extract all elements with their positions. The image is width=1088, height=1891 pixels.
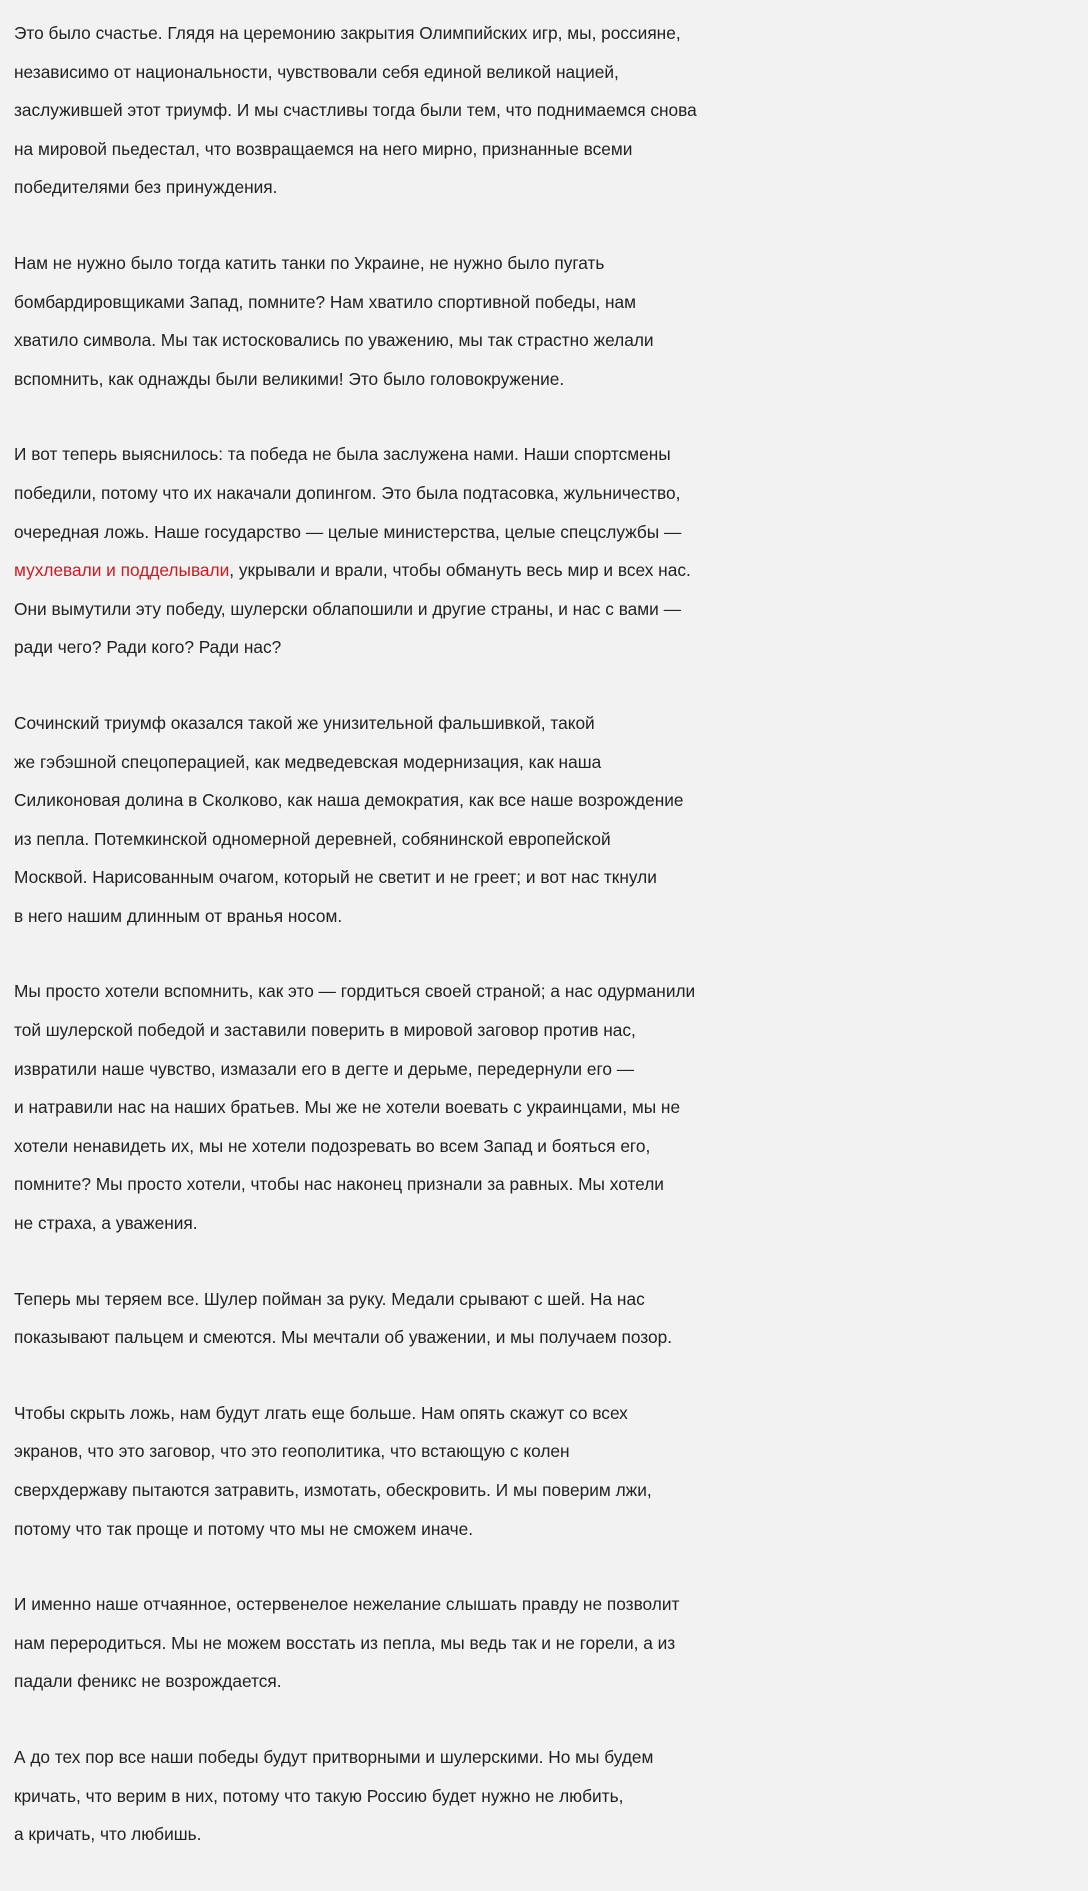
text-line: заслужившей этот триумф. И мы счастливы тогда были тем, что поднимаемся снова <box>14 100 697 121</box>
text-line: падали феникс не возрождается. <box>14 1671 282 1692</box>
inline-link[interactable]: мухлевали и подделывали <box>14 560 230 581</box>
text-line: А до тех пор все наши победы будут притворными и шулерскими. Но мы будем <box>14 1746 654 1767</box>
text-line: И именно наше отчаянное, остервенелое нежелание слышать правду не позволит <box>14 1594 680 1615</box>
text-line: победителями без принуждения. <box>14 177 278 198</box>
text-line: хватило символа. Мы так истосковались по уважению, мы так страстно желали <box>14 330 654 351</box>
text-line: Нам не нужно было тогда катить танки по Украине, не нужно было пугать <box>14 252 605 273</box>
text-line: экранов, что это заговор, что это геополитика, что встающую с колен <box>14 1441 570 1462</box>
text-line: Это было счастье. Глядя на церемонию закрытия Олимпийских игр, мы, россияне, <box>14 23 681 43</box>
paragraph <box>14 1280 1088 1357</box>
text-line: же гэбэшной спецоперацией, как медведевская модернизация, как наша <box>14 751 602 772</box>
paragraph <box>14 435 1088 667</box>
text-line: победили, потому что их накачали допингом. Это была подтасовка, жульничество, <box>14 482 681 503</box>
text-line: ради чего? Ради кого? Ради нас? <box>14 637 282 658</box>
text-line: бомбардировщиками Запад, помните? Нам хватило спортивной победы, нам <box>14 291 637 312</box>
text-line: Они вымутили эту победу, шулерски облапошили и другие страны, и нас с вами — <box>14 598 681 619</box>
text-line: потому что так проще и потому что мы не сможем иначе. <box>14 1518 474 1539</box>
text-line: нам переродиться. Мы не можем восстать из пепла, мы ведь так и не горели, а из <box>14 1632 676 1653</box>
text-line: показывают пальцем и смеются. Мы мечтали об уважении, и мы получаем позор. <box>14 1327 672 1348</box>
text-line: в него нашим длинным от вранья носом. <box>14 905 343 926</box>
text-line: Теперь мы теряем все. Шулер пойман за руку. Медали срывают с шей. На нас <box>14 1288 645 1309</box>
text-line: Москвой. Нарисованным очагом, который не светит и не греет; и вот нас ткнули <box>14 867 657 888</box>
paragraph <box>14 1394 1088 1548</box>
text-line: сверхдержаву пытаются затравить, измотать, обескровить. И мы поверим лжи, <box>14 1480 652 1500</box>
paragraph <box>14 1738 1088 1854</box>
text-line: извратили наше чувство, измазали его в дегте и дерьме, передернули его — <box>14 1058 635 1079</box>
paragraph <box>14 972 1088 1242</box>
text-line: И вот теперь выяснилось: та победа не была заслужена нами. Наши спортсмены <box>14 444 671 465</box>
text-line: вспомнить, как однажды были великими! Это было головокружение. <box>14 368 565 389</box>
paragraph <box>14 244 1088 398</box>
text-line: очередная ложь. Наше государство — целые министерства, целые спецслужбы — <box>14 521 682 542</box>
text-line: Чтобы скрыть ложь, нам будут лгать еще больше. Нам опять скажут со всех <box>14 1402 628 1423</box>
article-body <box>14 14 1088 1891</box>
text-line: помните? Мы просто хотели, чтобы нас наконец признали за равных. Мы хотели <box>14 1174 664 1195</box>
paragraph <box>14 14 1088 207</box>
text-line: Сочинский триумф оказался такой же унизительной фальшивкой, такой <box>14 712 595 733</box>
paragraph <box>14 1585 1088 1701</box>
paragraph <box>14 704 1088 936</box>
text-line: на мировой пьедестал, что возвращаемся на него мирно, признанные всеми <box>14 138 633 159</box>
text-line: хотели ненавидеть их, мы не хотели подозревать во всем Запад и бояться его, <box>14 1135 651 1156</box>
text-line: кричать, что верим в них, потому что такую Россию будет нужно не любить, <box>14 1785 624 1806</box>
text-line: независимо от национальности, чувствовали себя единой великой нацией, <box>14 61 619 82</box>
text-line: и натравили нас на наших братьев. Мы же не хотели воевать с украинцами, мы не <box>14 1097 681 1118</box>
link-tail-text: , укрывали и врали, чтобы обмануть весь мир и всех нас. <box>229 560 691 581</box>
text-line: Силиконовая долина в Сколково, как наша демократия, как все наше возрождение <box>14 790 684 811</box>
text-line: той шулерской победой и заставили поверить в мировой заговор против нас, <box>14 1020 636 1041</box>
text-line: а кричать, что любишь. <box>14 1824 202 1845</box>
text-line <box>14 551 1088 590</box>
text-line: не страха, а уважения. <box>14 1213 198 1234</box>
text-line: из пепла. Потемкинской одномерной деревней, собянинской европейской <box>14 828 611 849</box>
text-line: Мы просто хотели вспомнить, как это — гордиться своей страной; а нас одурманили <box>14 981 696 1002</box>
